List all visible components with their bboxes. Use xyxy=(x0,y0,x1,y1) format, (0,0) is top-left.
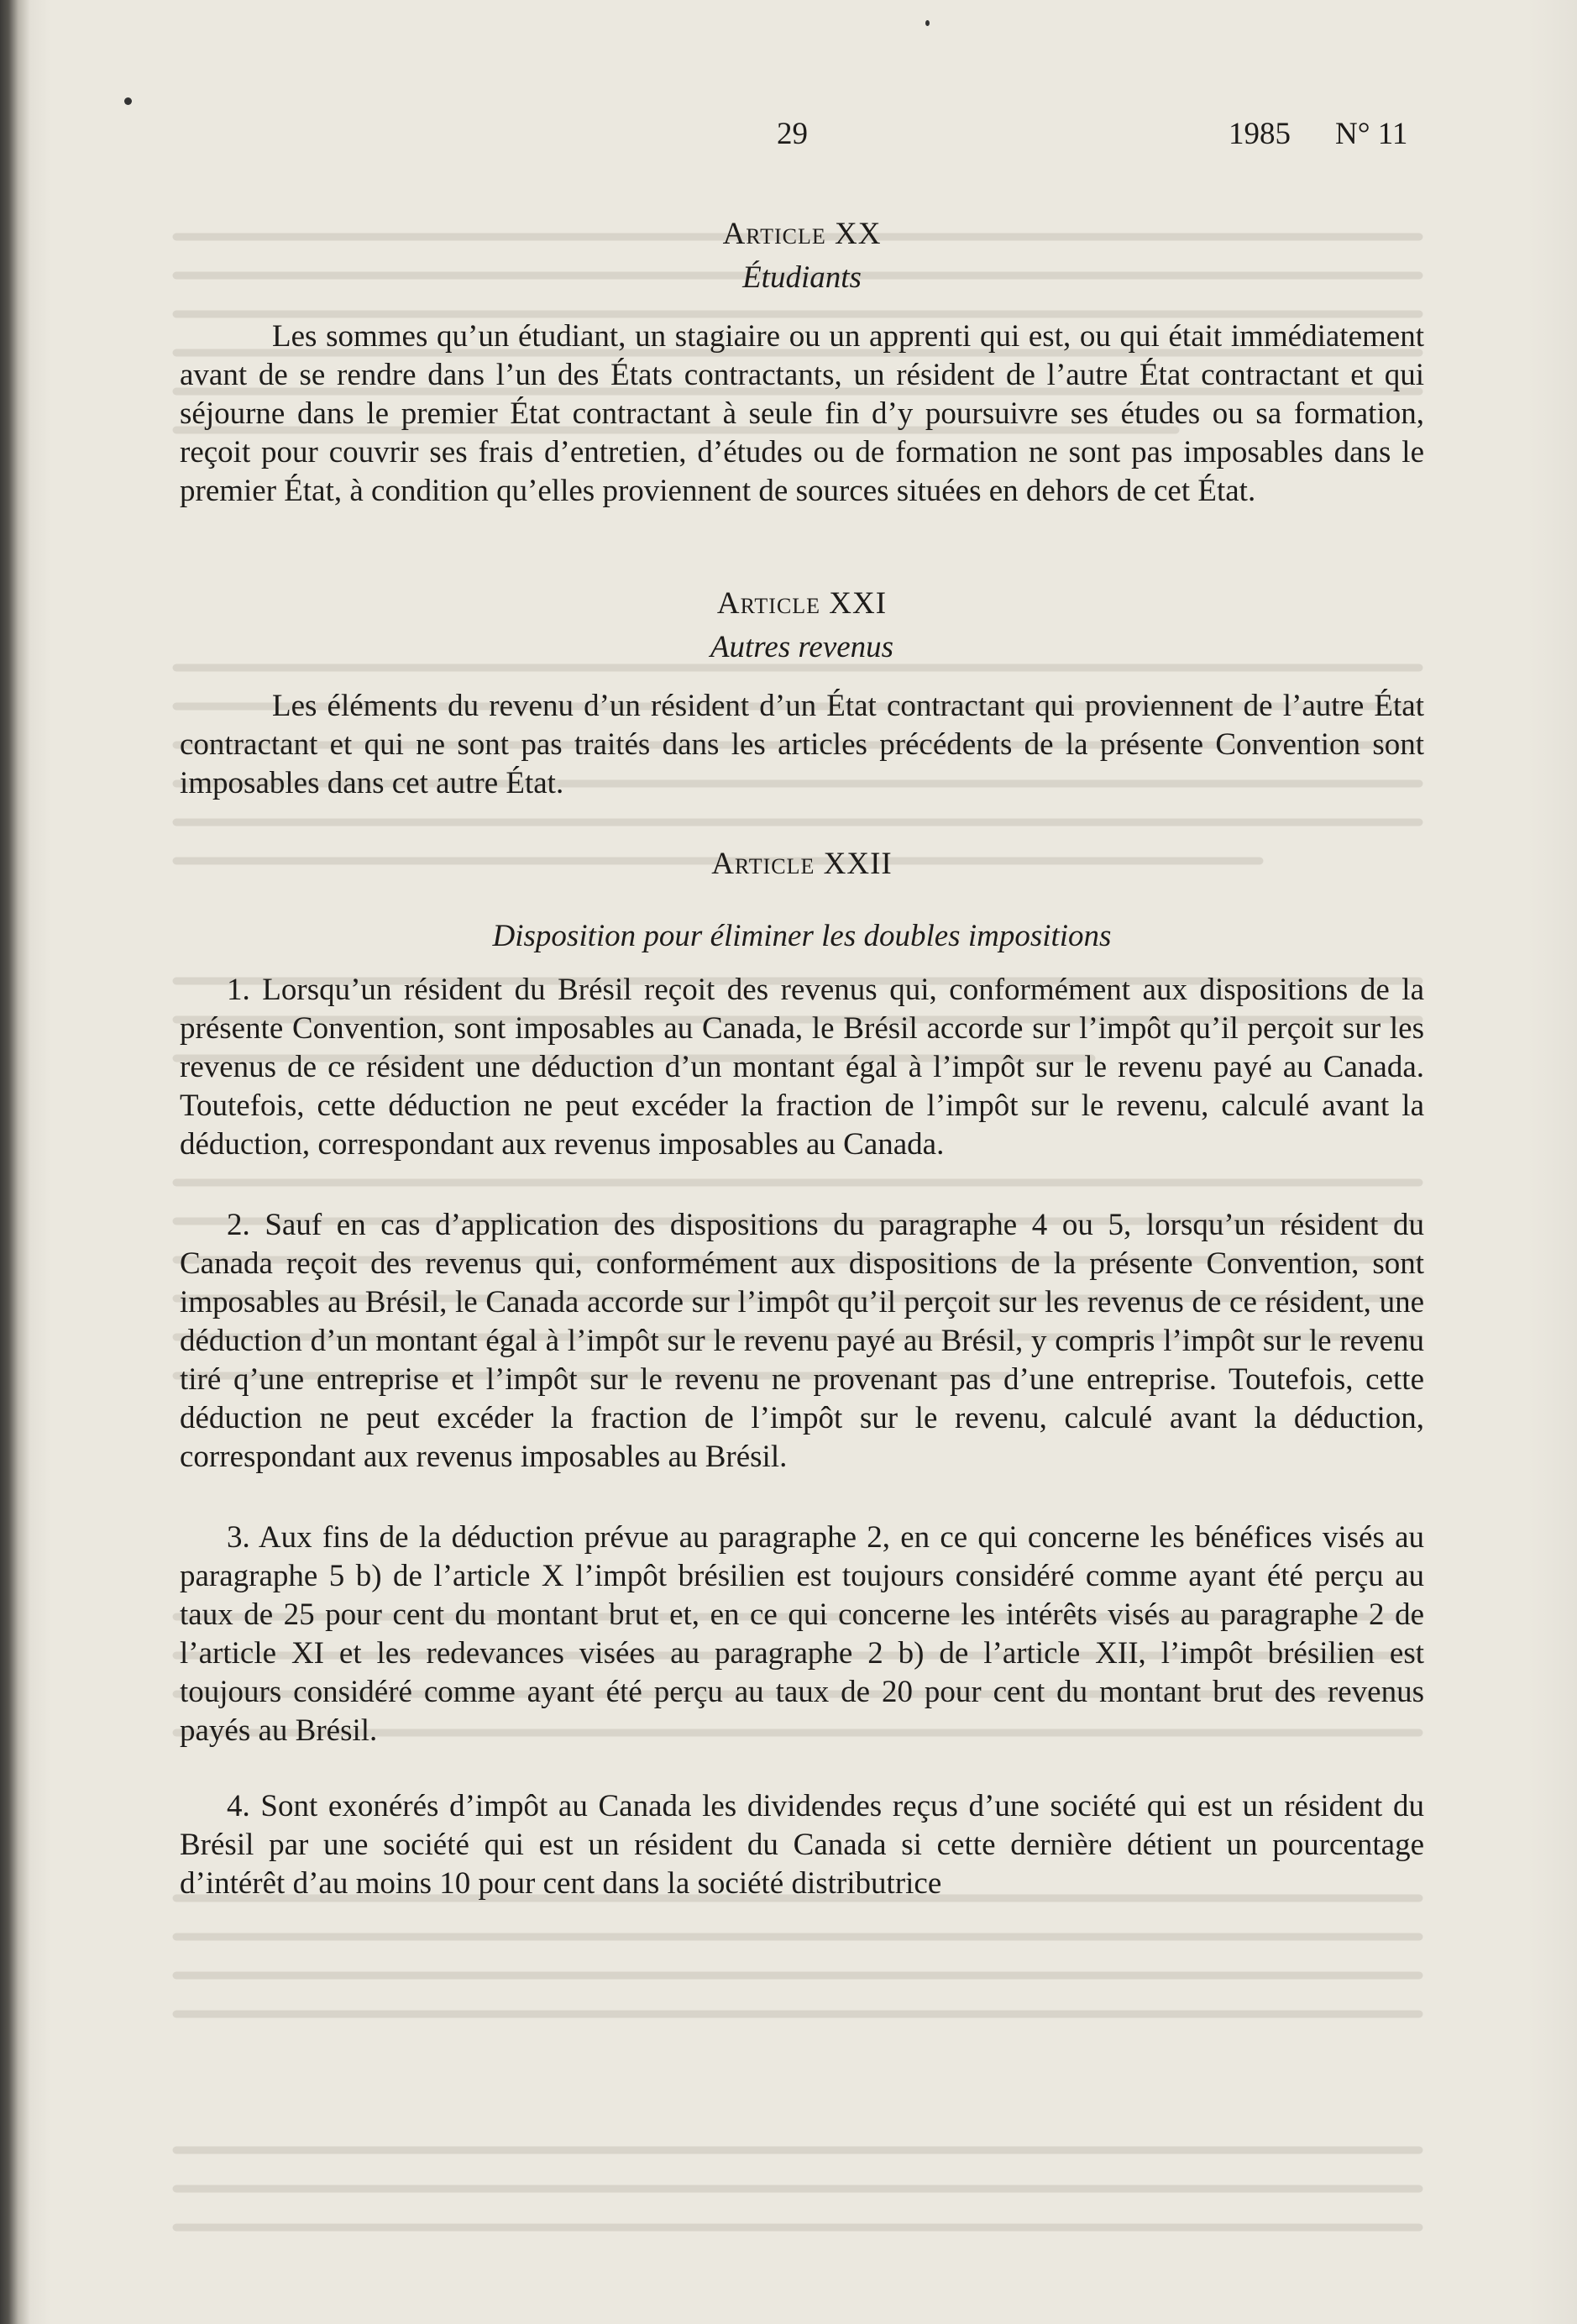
article-heading: Article XXII xyxy=(711,847,893,881)
article-paragraph: 3. Aux fins de la déduction prévue au paragraphe 2, en ce qui concerne les bénéfices visés au paragraphe 5 b) de l’article X l’impôt brésilien est toujours considéré comme ayant été perçu au taux de 25 pour cent du montant brut et, en ce qui concerne les intérêts visés au paragraphe 2 de l’article XI et les redevances visées au paragraphe 2 b) de l’article XII, l’impôt brésilien est toujours considéré comme ayant été perçu au taux de 20 pour cent du montant brut des revenus payés au Brésil. xyxy=(180,1520,1424,1748)
header-year: 1985 xyxy=(1229,117,1291,151)
header-issue-number: N° 11 xyxy=(1335,117,1408,151)
article-title: Autres revenus xyxy=(710,630,894,664)
article-paragraph: 2. Sauf en cas d’application des dispositions du paragraphe 4 ou 5, lorsqu’un résident du Canada reçoit des revenus qui, conformément aux dispositions de la présente Convention, sont imposables au Brésil, le Canada accorde sur l’impôt qu’il perçoit sur les revenus de ce résident, une déduction d’un montant égal à l’impôt sur le revenu payé au Brésil, y compris l’impôt sur le revenu tiré q’une entreprise et l’impôt sur le revenu ne provenant pas d’une entreprise. Toutefois, cette déduction ne peut excéder la fraction de l’impôt sur le revenu, calculé avant la déduction, correspondant aux revenus imposables au Brésil. xyxy=(180,1208,1424,1474)
speck-mark xyxy=(925,20,930,26)
page-header xyxy=(0,116,1577,158)
article-paragraph: Les éléments du revenu d’un résident d’un État contractant qui proviennent de l’autre État contractant et qui ne sont pas traités dans les articles précédents de la présente Convention sont imposables dans cet autre État. xyxy=(180,689,1424,800)
document-body xyxy=(180,208,1424,1903)
article-heading: Article XX xyxy=(722,217,882,251)
article-paragraph: Les sommes qu’un étudiant, un stagiaire ou un apprenti qui est, ou qui était immédiatement avant de se rendre dans l’un des États contractants, un résident de l’autre État contractant et qui séjourne dans le premier État contractant à seule fin d’y poursuivre ses études ou sa formation, reçoit pour couvrir ses frais d’entretien, d’études ou de formation ne sont pas imposables dans le premier État, à condition qu’elles proviennent de sources situées en dehors de cet État. xyxy=(180,319,1424,508)
article-xxi xyxy=(180,585,1424,803)
speck-mark xyxy=(124,97,132,105)
article-paragraph: 4. Sont exonérés d’impôt au Canada les dividendes reçus d’une société qui est un résident du Brésil par une société qui est un résident du Canada si cette dernière détient un pourcentage d’intérêt d’au moins 10 pour cent dans la société distributrice xyxy=(180,1789,1424,1901)
article-paragraph: 1. Lorsqu’un résident du Brésil reçoit des revenus qui, conformément aux dispositions de la présente Convention, sont imposables au Canada, le Brésil accorde sur l’impôt qu’il perçoit sur les revenus de ce résident une déduction d’un montant égal à l’impôt sur le revenu payé au Canada. Toutefois, cette déduction ne peut excéder la fraction de l’impôt sur le revenu, calculé avant la déduction, correspondant aux revenus imposables au Canada. xyxy=(180,973,1424,1162)
article-title: Disposition pour éliminer les doubles impositions xyxy=(492,919,1112,953)
page-number: 29 xyxy=(777,117,808,151)
article-xxii xyxy=(180,845,1424,1903)
article-title: Étudiants xyxy=(742,260,862,295)
article-heading: Article XXI xyxy=(716,586,888,621)
article-xx xyxy=(180,215,1424,511)
